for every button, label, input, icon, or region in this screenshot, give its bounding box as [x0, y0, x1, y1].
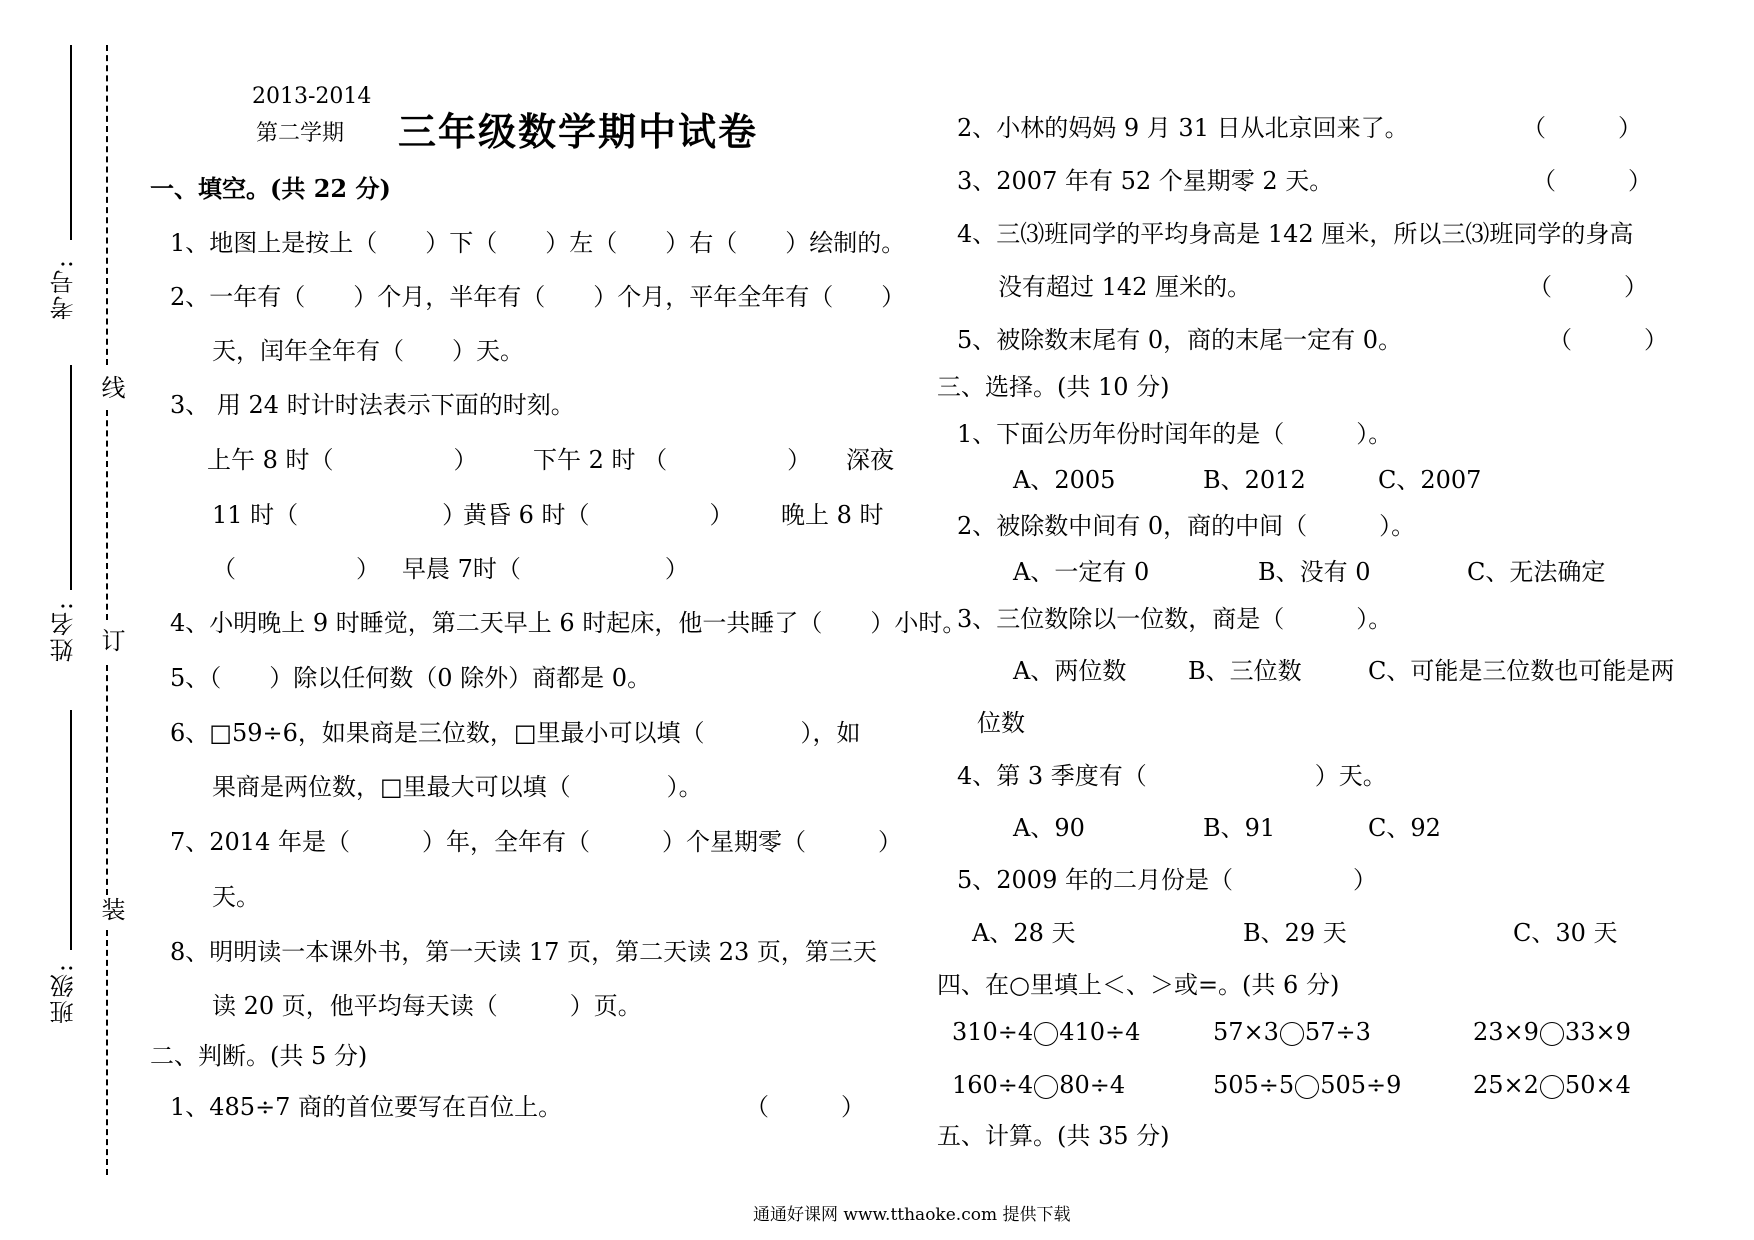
choice-q3-a: A、两位数: [1013, 657, 1127, 685]
fill-q3-a3: 深夜: [846, 446, 894, 474]
choice-q3-b: B、三位数: [1188, 657, 1302, 685]
fill-q3-b2: 黄昏 6 时（ ）: [463, 501, 734, 529]
choice-q4-c: C、92: [1368, 814, 1441, 842]
fill-q5: 5、（ ）除以任何数（0 除外）商都是 0。: [170, 664, 652, 692]
fill-q6-line1: 6、□59÷6，如果商是三位数，□里最小可以填（ ），如: [170, 719, 861, 747]
compare-expr-1: [952, 1018, 1140, 1046]
section-4-heading: 四、在○里填上＜、＞或=。(共 6 分): [937, 971, 1340, 999]
fill-q3-a2: 下午 2 时 （ ）: [533, 446, 812, 474]
compare-circle: [1540, 1075, 1564, 1099]
binding-dash-3: [106, 665, 108, 895]
choice-q1-b: B、2012: [1203, 466, 1306, 494]
footer-credit: 通通好课网 www.tthaoke.com 提供下载: [753, 1205, 1071, 1225]
compare-left: 23×9: [1473, 1018, 1539, 1046]
compare-left: 310÷4: [952, 1018, 1034, 1046]
compare-expr-6: [1473, 1071, 1631, 1099]
term: 第二学期: [256, 121, 345, 146]
fill-q7-line2: 天。: [212, 883, 260, 911]
choice-q2-b: B、没有 0: [1258, 558, 1371, 586]
choice-q5-b: B、29 天: [1243, 919, 1347, 947]
compare-right: 50×4: [1564, 1071, 1631, 1099]
choice-q2: 2、被除数中间有 0，商的中间（ ）。: [957, 512, 1416, 540]
section-1-heading: 一、填空。(共 22 分): [150, 174, 391, 203]
name-label: 姓名:: [50, 600, 78, 663]
binding-line-mid: [70, 365, 72, 590]
compare-left: 505÷5: [1213, 1071, 1295, 1099]
binding-dash-1: [106, 45, 108, 365]
compare-right: 57÷3: [1304, 1018, 1371, 1046]
choice-q4-b: B、91: [1203, 814, 1276, 842]
compare-right: 505÷9: [1320, 1071, 1402, 1099]
fill-q3-b1: 11 时（ ）: [212, 501, 467, 529]
choice-q3-c-cont: 位数: [977, 709, 1025, 737]
compare-left: 25×2: [1473, 1071, 1539, 1099]
compare-right: 33×9: [1564, 1018, 1631, 1046]
judge-q2: 2、小林的妈妈 9 月 31 日从北京回来了。: [957, 114, 1409, 142]
class-label: 班级:: [50, 962, 78, 1025]
section-2-heading: 二、判断。(共 5 分): [150, 1042, 368, 1070]
fill-q8-line2: 读 20 页，他平均每天读（ ）页。: [212, 992, 642, 1020]
compare-left: 160÷4: [952, 1071, 1034, 1099]
judge-q3-paren: （ ）: [1532, 167, 1652, 195]
fill-q1: 1、地图上是按上（ ）下（ ）左（ ）右（ ）绘制的。: [170, 229, 906, 257]
fill-q8-line1: 8、明明读一本课外书，第一天读 17 页，第二天读 23 页，第三天: [170, 938, 877, 966]
compare-circle: [1034, 1075, 1058, 1099]
section-5-heading: 五、计算。(共 35 分): [937, 1122, 1170, 1150]
compare-right: 80÷4: [1059, 1071, 1126, 1099]
judge-q4-line2: 没有超过 142 厘米的。: [998, 273, 1252, 301]
compare-right: 410÷4: [1059, 1018, 1141, 1046]
choice-q1-a: A、2005: [1013, 466, 1116, 494]
binding-dash-2: [106, 410, 108, 620]
binding-mark-zhuang: 装: [97, 897, 125, 921]
choice-q4-a: A、90: [1013, 814, 1085, 842]
compare-expr-5: [1213, 1071, 1401, 1099]
fill-q2-line2: 天，闰年全年有（ ）天。: [212, 337, 524, 365]
binding-dash-4: [106, 930, 108, 1175]
fill-q3: 3、 用 24 时计时法表示下面的时刻。: [170, 391, 575, 419]
fill-q3-a1: 上午 8 时（ ）: [207, 446, 478, 474]
choice-q1-c: C、2007: [1378, 466, 1482, 494]
page-title: 三年级数学期中试卷: [398, 109, 759, 154]
choice-q3-c: C、可能是三位数也可能是两: [1368, 657, 1675, 685]
choice-q5-c: C、30 天: [1513, 919, 1618, 947]
fill-q7-line1: 7、2014 年是（ ）年，全年有（ ）个星期零（ ）: [170, 828, 902, 856]
choice-q2-c: C、无法确定: [1467, 558, 1606, 586]
fill-q3-b3: 晚上 8 时: [781, 501, 884, 529]
judge-q2-paren: （ ）: [1522, 114, 1642, 142]
judge-q1-paren: （ ）: [745, 1093, 865, 1121]
binding-mark-line: 线: [97, 375, 125, 399]
judge-q5-paren: （ ）: [1548, 326, 1668, 354]
choice-q1: 1、下面公历年份时闰年的是（ ）。: [957, 420, 1393, 448]
compare-expr-4: [952, 1071, 1125, 1099]
choice-q5-a: A、28 天: [972, 919, 1076, 947]
compare-expr-2: [1213, 1018, 1371, 1046]
choice-q3: 3、三位数除以一位数，商是（ ）。: [957, 605, 1393, 633]
binding-line-low: [70, 710, 72, 950]
judge-q4-paren: （ ）: [1528, 273, 1648, 301]
judge-q3: 3、2007 年有 52 个星期零 2 天。: [957, 167, 1334, 195]
choice-q4: 4、第 3 季度有（ ）天。: [957, 762, 1387, 790]
fill-q3-c1: （ ）: [212, 555, 380, 583]
compare-circle: [1540, 1022, 1564, 1046]
compare-left: 57×3: [1213, 1018, 1279, 1046]
binding-mark-ding: 订: [97, 628, 125, 652]
compare-expr-3: [1473, 1018, 1631, 1046]
binding-line-top: [70, 45, 72, 240]
fill-q4: 4、小明晚上 9 时睡觉，第二天早上 6 时起床，他一共睡了（ ）小时。: [170, 609, 967, 637]
fill-q6-line2: 果商是两位数，□里最大可以填（ ）。: [212, 773, 703, 801]
school-year: 2013-2014: [252, 84, 372, 109]
choice-q2-a: A、一定有 0: [1013, 558, 1150, 586]
compare-circle: [1295, 1075, 1319, 1099]
judge-q4-line1: 4、三⑶班同学的平均身高是 142 厘米，所以三⑶班同学的身高: [957, 220, 1634, 248]
fill-q2-line1: 2、一年有（ ）个月，半年有（ ）个月，平年全年有（ ）: [170, 283, 906, 311]
compare-circle: [1034, 1022, 1058, 1046]
fill-q3-c2: 早晨 7时（ ）: [402, 555, 689, 583]
exam-no-label: 考号:: [50, 258, 78, 321]
compare-circle: [1280, 1022, 1304, 1046]
choice-q5: 5、2009 年的二月份是（ ）: [957, 866, 1377, 894]
judge-q5: 5、被除数末尾有 0，商的末尾一定有 0。: [957, 326, 1403, 354]
judge-q1: 1、485÷7 商的首位要写在百位上。: [170, 1093, 563, 1121]
section-3-heading: 三、选择。(共 10 分): [937, 373, 1170, 401]
